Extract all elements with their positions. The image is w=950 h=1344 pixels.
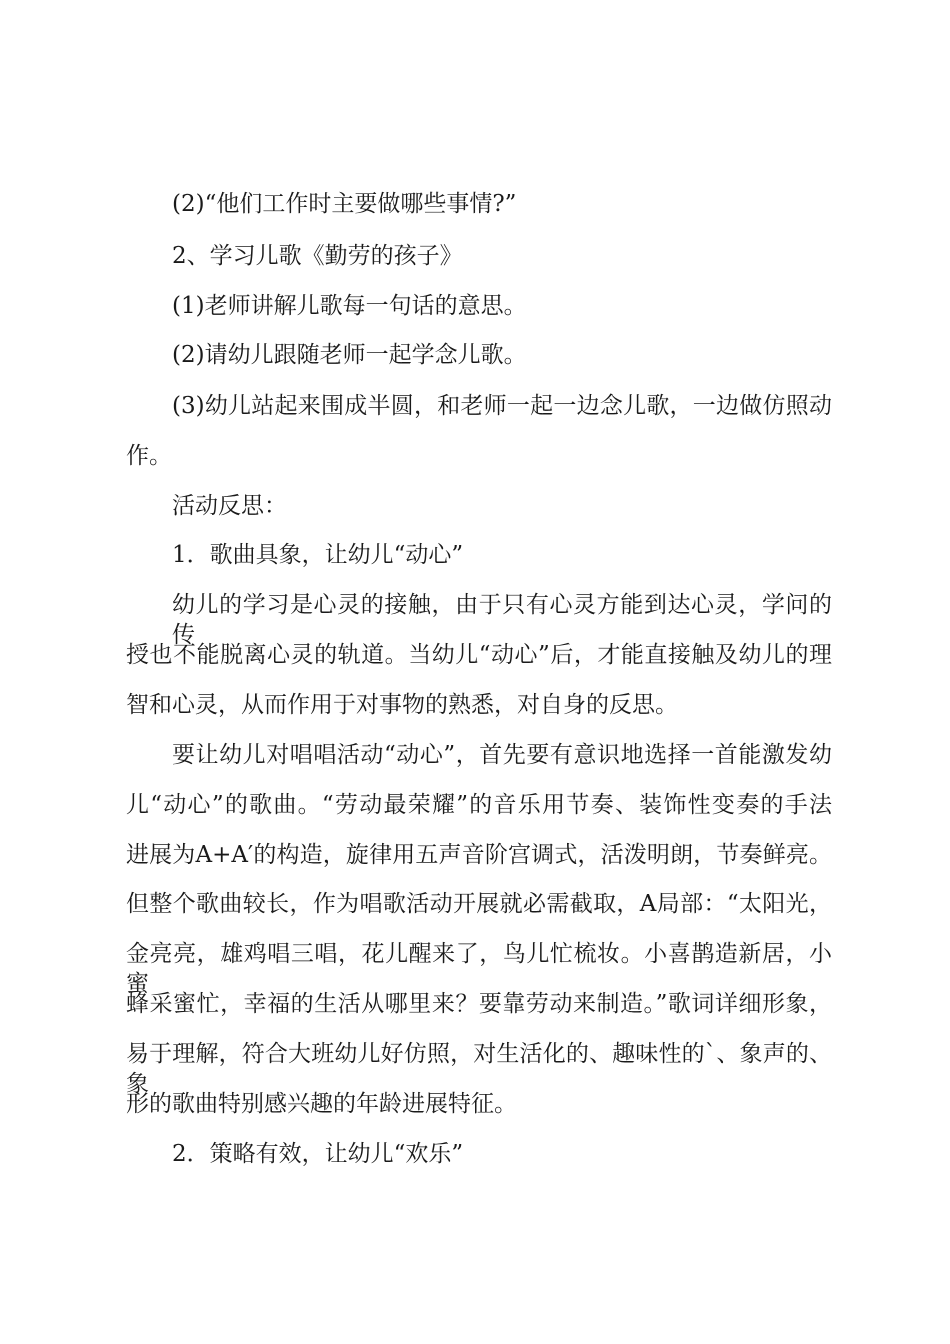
text-line: 形的歌曲特别感兴趣的年龄进展特征。 (126, 1091, 517, 1117)
text-line: (3)幼儿站起来围成半圆，和老师一起一边念儿歌，一边做仿照动 (172, 393, 832, 419)
text-line: 2、学习儿歌《勤劳的孩子》 (172, 243, 463, 269)
text-line: (2)“他们工作时主要做哪些事情?” (172, 191, 517, 217)
text-line: 授也不能脱离心灵的轨道。当幼儿“动心”后，才能直接触及幼儿的理 (126, 642, 832, 668)
text-line: 作。 (126, 443, 172, 469)
subheading: 1．歌曲具象，让幼儿“动心” (172, 542, 464, 568)
section-heading: 活动反思： (172, 493, 287, 519)
text-line: 金亮亮，雄鸡唱三唱，花儿醒来了，鸟儿忙梳妆。小喜鹊造新居，小蜜 (126, 941, 832, 997)
subheading: 2．策略有效，让幼儿“欢乐” (172, 1141, 464, 1167)
text-line: 幼儿的学习是心灵的接触，由于只有心灵方能到达心灵，学问的传 (172, 592, 832, 648)
text-line: (2)请幼儿跟随老师一起学念儿歌。 (172, 342, 527, 368)
text-line: 要让幼儿对唱唱活动“动心”，首先要有意识地选择一首能激发幼 (172, 742, 832, 768)
text-line: 易于理解，符合大班幼儿好仿照，对生活化的、趣味性的`、象声的、象 (126, 1041, 832, 1097)
text-line: 儿“动心”的歌曲。“劳动最荣耀”的音乐用节奏、装饰性变奏的手法 (126, 792, 832, 818)
text-line: 蜂采蜜忙，幸福的生活从哪里来？要靠劳动来制造。”歌词详细形象， (126, 991, 832, 1017)
text-line: 进展为A+A′的构造，旋律用五声音阶宫调式，活泼明朗，节奏鲜亮。 (126, 842, 832, 868)
text-line: 但整个歌曲较长，作为唱歌活动开展就必需截取，A局部：“太阳光， (126, 891, 832, 917)
text-line: (1)老师讲解儿歌每一句话的意思。 (172, 293, 527, 319)
text-line: 智和心灵，从而作用于对事物的熟悉，对自身的反思。 (126, 692, 678, 718)
